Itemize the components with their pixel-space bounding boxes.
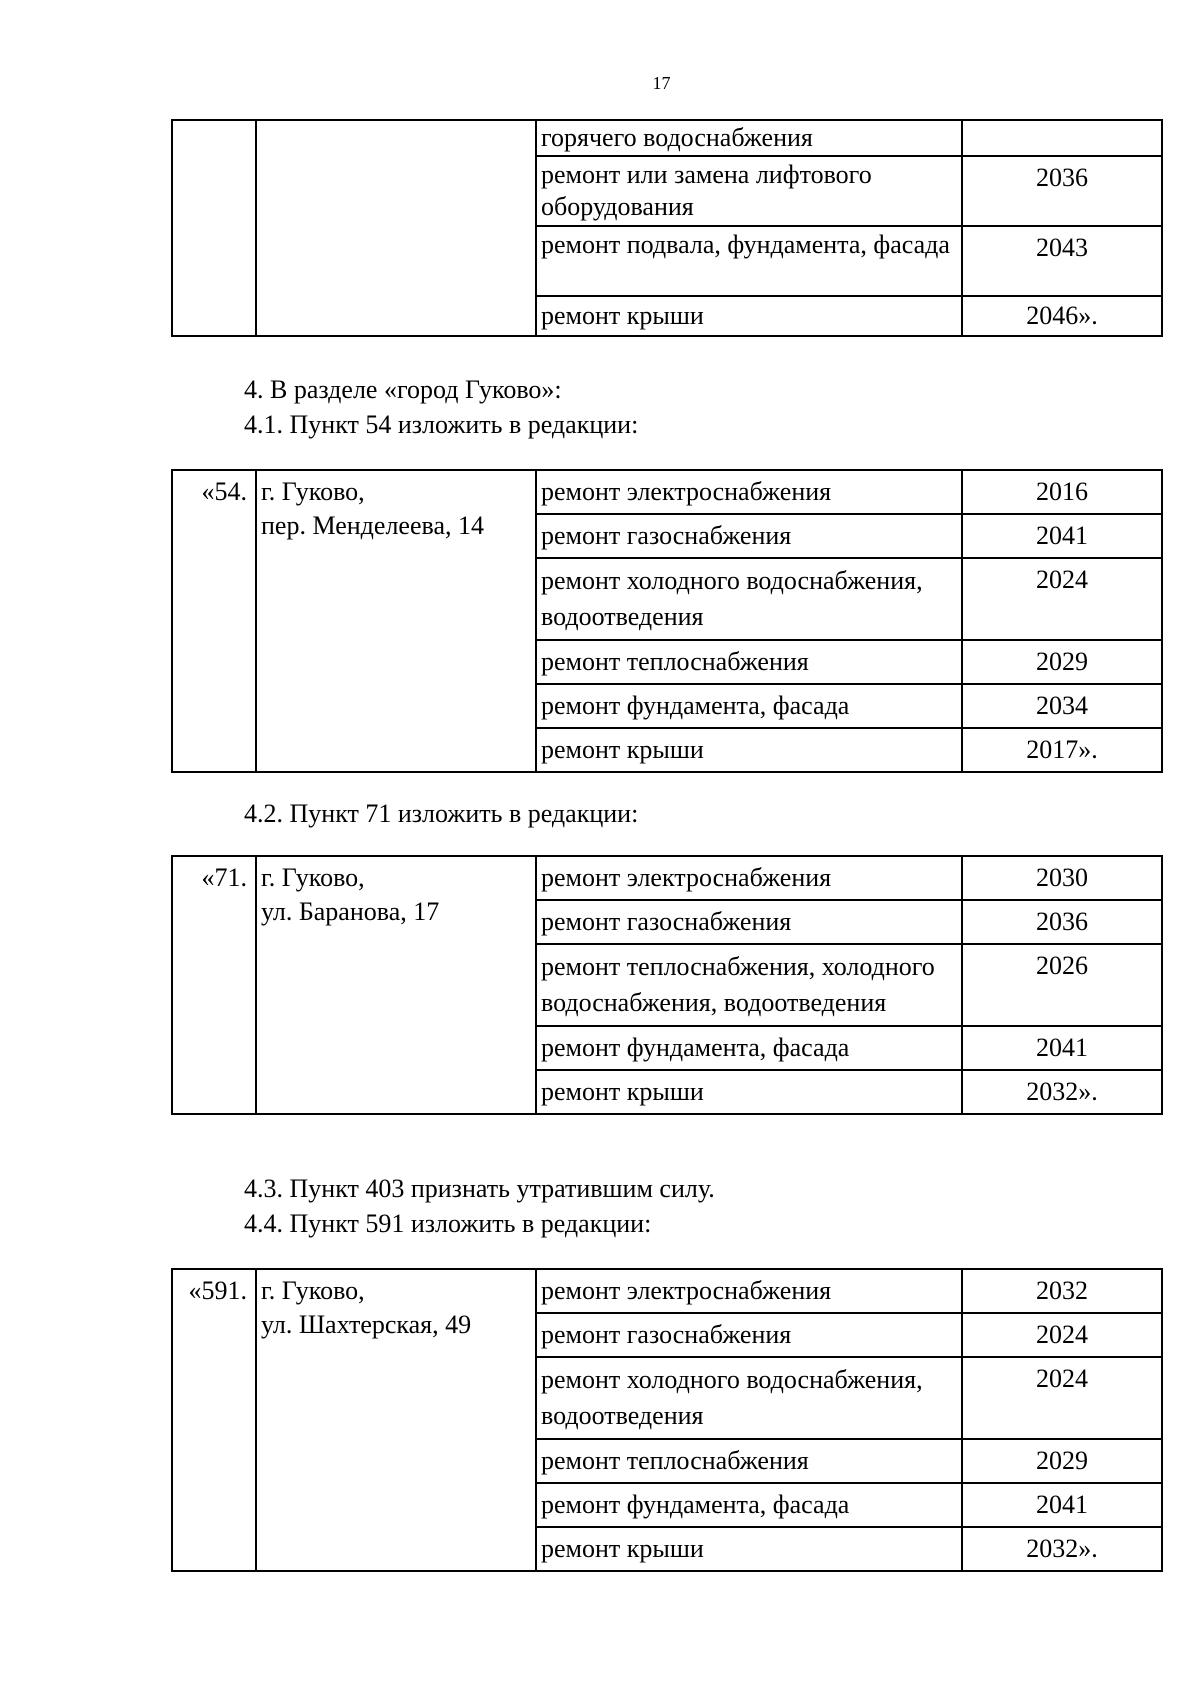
address-cell — [256, 470, 536, 772]
work-cell: ремонт холодного водоснабжения, водоотведения — [536, 1357, 962, 1439]
year-cell: 2043 — [962, 226, 1162, 296]
address-street: ул. Баранова, 17 — [261, 897, 440, 926]
work-cell: ремонт крыши — [536, 1070, 962, 1114]
year-cell: 2024 — [962, 1313, 1162, 1357]
page-number: 17 — [652, 73, 671, 93]
address-street: пер. Менделеева, 14 — [261, 511, 484, 540]
year-cell: 2017». — [962, 728, 1162, 772]
address-city: г. Гуково, — [261, 863, 365, 892]
work-cell: горячего водоснабжения — [536, 120, 962, 156]
paragraph-4-3: 4.3. Пункт 403 признать утратившим силу. — [244, 1174, 715, 1203]
table-row — [172, 856, 1162, 900]
work-cell: ремонт холодного водоснабжения, водоотведения — [536, 558, 962, 640]
item-54-table — [171, 469, 1163, 773]
address-cell — [256, 120, 536, 336]
year-cell: 2032». — [962, 1527, 1162, 1571]
year-cell: 2024 — [962, 1357, 1162, 1439]
year-cell — [962, 120, 1162, 156]
year-cell: 2046». — [962, 296, 1162, 336]
year-cell: 2036 — [962, 156, 1162, 226]
work-cell: ремонт фундамента, фасада — [536, 1483, 962, 1527]
address-cell — [256, 856, 536, 1114]
work-cell: ремонт газоснабжения — [536, 1313, 962, 1357]
work-cell: ремонт крыши — [536, 1527, 962, 1571]
work-cell: ремонт электроснабжения — [536, 1269, 962, 1313]
address-street: ул. Шахтерская, 49 — [261, 1310, 472, 1339]
number-cell — [172, 120, 256, 336]
table-row — [172, 120, 1162, 156]
year-cell: 2034 — [962, 684, 1162, 728]
year-cell: 2029 — [962, 640, 1162, 684]
item-number: «591. — [172, 1269, 256, 1571]
address-city: г. Гуково, — [261, 477, 365, 506]
year-cell: 2030 — [962, 856, 1162, 900]
item-591-table — [171, 1268, 1163, 1572]
year-cell: 2024 — [962, 558, 1162, 640]
paragraph-4-1: 4.1. Пункт 54 изложить в редакции: — [244, 410, 639, 439]
year-cell: 2036 — [962, 900, 1162, 944]
work-cell: ремонт электроснабжения — [536, 470, 962, 514]
paragraph-4-2: 4.2. Пункт 71 изложить в редакции: — [244, 799, 639, 828]
year-cell: 2026 — [962, 944, 1162, 1026]
item-71-table — [171, 855, 1163, 1115]
section-heading: 4. В разделе «город Гуково»: — [244, 375, 562, 404]
work-cell: ремонт теплоснабжения — [536, 640, 962, 684]
work-cell: ремонт газоснабжения — [536, 514, 962, 558]
work-cell: ремонт подвала, фундамента, фасада — [536, 226, 962, 296]
address-cell — [256, 1269, 536, 1571]
address-city: г. Гуково, — [261, 1276, 365, 1305]
work-cell: ремонт крыши — [536, 728, 962, 772]
work-cell: ремонт электроснабжения — [536, 856, 962, 900]
work-cell: ремонт фундамента, фасада — [536, 684, 962, 728]
work-cell: ремонт теплоснабжения — [536, 1439, 962, 1483]
year-cell: 2032». — [962, 1070, 1162, 1114]
paragraph-4-4: 4.4. Пункт 591 изложить в редакции: — [244, 1209, 652, 1238]
year-cell: 2041 — [962, 514, 1162, 558]
item-number: «54. — [172, 470, 256, 772]
year-cell: 2041 — [962, 1483, 1162, 1527]
year-cell: 2029 — [962, 1439, 1162, 1483]
work-cell: ремонт или замена лифтового оборудования — [536, 156, 962, 226]
item-number: «71. — [172, 856, 256, 1114]
year-cell: 2041 — [962, 1026, 1162, 1070]
table-row — [172, 470, 1162, 514]
work-cell: ремонт газоснабжения — [536, 900, 962, 944]
continuation-table — [171, 119, 1163, 337]
year-cell: 2032 — [962, 1269, 1162, 1313]
year-cell: 2016 — [962, 470, 1162, 514]
work-cell: ремонт теплоснабжения, холодного водоснабжения, водоотведения — [536, 944, 962, 1026]
work-cell: ремонт фундамента, фасада — [536, 1026, 962, 1070]
work-cell: ремонт крыши — [536, 296, 962, 336]
table-row — [172, 1269, 1162, 1313]
